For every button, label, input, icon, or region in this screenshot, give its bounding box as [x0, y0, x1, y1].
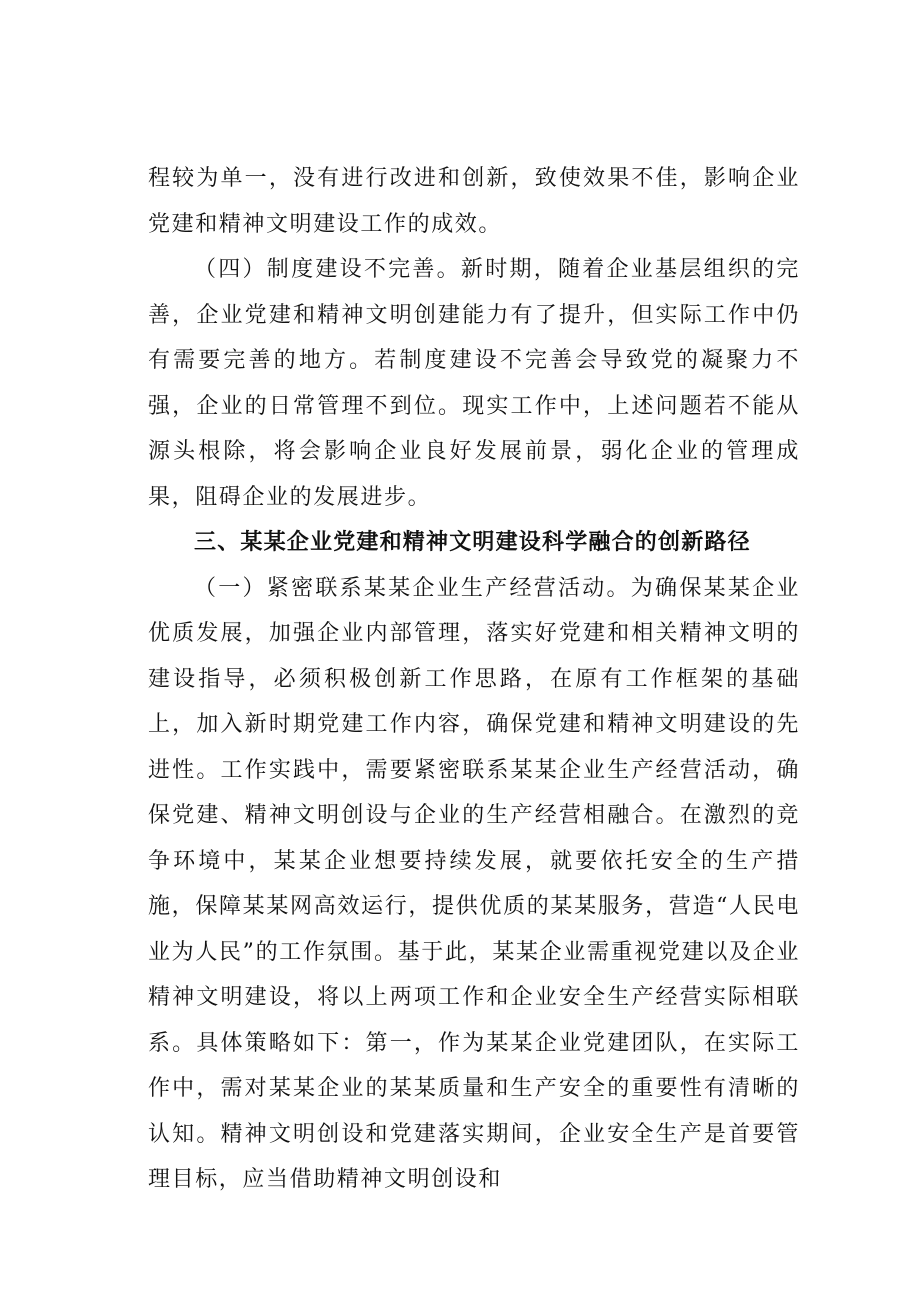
paragraph-institution-building: （四）制度建设不完善。新时期，随着企业基层组织的完善，企业党建和精神文明创建能力有了提升，但实际工作中仍有需要完善的地方。若制度建设不完善会导致党的凝聚力不强，企业的日常管理不到位。现实工作中，上述问题若不能从源头根除，将会影响企业良好发展前景，弱化企业的管理成果，阻碍企业的发展进步。 [148, 257, 800, 510]
paragraph-production-linkage: （一）紧密联系某某企业生产经营活动。为确保某某企业优质发展，加强企业内部管理，落实好党建和相关精神文明的建设指导，必须积极创新工作思路，在原有工作框架的基础上，加入新时期党建工作内容，确保党建和精神文明建设的先进性。工作实践中，需要紧密联系某某企业生产经营活动，确保党建、精神文明创设与企业的生产经营相融合。在激烈的竞争环境中，某某企业想要持续发展，就要依托安全的生产措施，保障某某网高效运行，提供优质的某某服务，营造“人民电业为人民”的工作氛围。基于此，某某企业需重视党建以及企业精神文明建设，将以上两项工作和企业安全生产经营实际相联系。具体策略如下：第一，作为某某企业党建团队，在实际工作中，需对某某企业的某某质量和生产安全的重要性有清晰的认知。精神文明创设和党建落实期间，企业安全生产是首要管理目标，应当借助精神文明创设和 [148, 575, 800, 1192]
section-heading-3: 三、某某企业党建和精神文明建设科学融合的创新路径 [194, 530, 751, 555]
document-body [148, 156, 800, 1203]
paragraph-continuation: 程较为单一，没有进行改进和创新，致使效果不佳，影响企业党建和精神文明建设工作的成效。 [148, 166, 800, 237]
